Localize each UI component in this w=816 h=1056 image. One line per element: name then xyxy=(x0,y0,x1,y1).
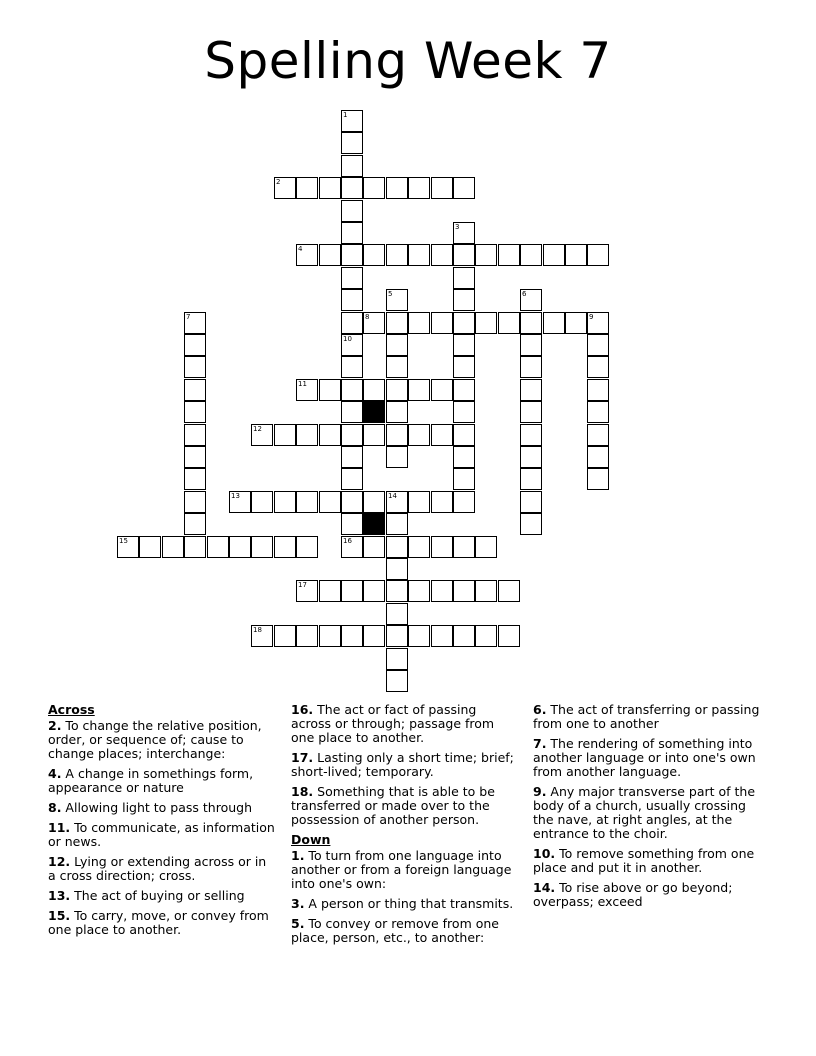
grid-cell[interactable] xyxy=(453,446,475,468)
clue-number: 16 xyxy=(343,537,352,545)
grid-cell[interactable] xyxy=(520,491,542,513)
grid-cell[interactable] xyxy=(274,625,296,647)
grid-cell[interactable] xyxy=(431,379,453,401)
grid-cell[interactable] xyxy=(386,670,408,692)
grid-cell[interactable] xyxy=(498,244,520,266)
grid-cell[interactable] xyxy=(453,468,475,490)
shaded-cell xyxy=(363,401,385,423)
grid-cell[interactable] xyxy=(431,625,453,647)
clues-column-3 xyxy=(533,703,761,915)
grid-cell[interactable] xyxy=(408,536,430,558)
grid-cell[interactable] xyxy=(319,491,341,513)
grid-cell[interactable] xyxy=(475,244,497,266)
grid-cell[interactable] xyxy=(386,558,408,580)
grid-cell[interactable] xyxy=(386,580,408,602)
grid-cell[interactable] xyxy=(341,356,363,378)
clue-number: 2 xyxy=(276,178,281,186)
grid-cell[interactable] xyxy=(587,379,609,401)
grid-cell[interactable] xyxy=(341,110,363,132)
grid-cell[interactable] xyxy=(520,401,542,423)
grid-cell[interactable] xyxy=(341,491,363,513)
grid-cell[interactable] xyxy=(184,536,206,558)
grid-cell[interactable] xyxy=(341,446,363,468)
clue-item-number: 16. xyxy=(291,702,314,717)
clue-item xyxy=(291,897,519,911)
grid-cell[interactable] xyxy=(296,625,318,647)
grid-cell[interactable] xyxy=(453,401,475,423)
grid-cell[interactable] xyxy=(296,491,318,513)
grid-cell[interactable] xyxy=(587,334,609,356)
grid-cell[interactable] xyxy=(363,580,385,602)
grid-cell[interactable] xyxy=(296,177,318,199)
grid-cell[interactable] xyxy=(363,536,385,558)
grid-cell[interactable] xyxy=(453,536,475,558)
grid-cell[interactable] xyxy=(587,424,609,446)
grid-cell[interactable] xyxy=(184,312,206,334)
shaded-cell xyxy=(363,513,385,535)
clues-column-2 xyxy=(291,703,519,951)
grid-cell[interactable] xyxy=(386,446,408,468)
clue-item-text: Something that is able to be transferred or made over to the possession of another person. xyxy=(291,784,495,827)
clue-number: 3 xyxy=(455,223,460,231)
grid-cell[interactable] xyxy=(341,289,363,311)
clue-item-text: The act of buying or selling xyxy=(70,888,245,903)
clue-item-text: To convey or remove from one place, person, etc., to another: xyxy=(291,916,499,945)
grid-cell[interactable] xyxy=(453,580,475,602)
grid-cell[interactable] xyxy=(498,580,520,602)
grid-cell[interactable] xyxy=(274,536,296,558)
clue-item-text: A change in somethings form, appearance or nature xyxy=(48,766,254,795)
grid-cell[interactable] xyxy=(453,334,475,356)
grid-cell[interactable] xyxy=(587,446,609,468)
grid-cell[interactable] xyxy=(341,401,363,423)
grid-cell[interactable] xyxy=(386,513,408,535)
grid-cell[interactable] xyxy=(341,312,363,334)
clue-number: 17 xyxy=(298,581,307,589)
grid-cell[interactable] xyxy=(520,513,542,535)
grid-cell[interactable] xyxy=(341,132,363,154)
grid-cell[interactable] xyxy=(274,424,296,446)
grid-cell[interactable] xyxy=(184,424,206,446)
grid-cell[interactable] xyxy=(453,267,475,289)
grid-cell[interactable] xyxy=(184,401,206,423)
grid-cell[interactable] xyxy=(408,312,430,334)
clue-item-number: 11. xyxy=(48,820,71,835)
grid-cell[interactable] xyxy=(386,401,408,423)
clue-item-text: Any major transverse part of the body of a church, usually crossing the nave, at right angles, at the entrance to the choir. xyxy=(533,784,756,841)
grid-cell[interactable] xyxy=(453,289,475,311)
clue-number: 13 xyxy=(231,492,240,500)
grid-cell[interactable] xyxy=(341,155,363,177)
grid-cell[interactable] xyxy=(453,491,475,513)
grid-cell[interactable] xyxy=(184,379,206,401)
clue-number: 4 xyxy=(298,245,303,253)
grid-cell[interactable] xyxy=(341,177,363,199)
clue-item xyxy=(291,849,519,891)
grid-cell[interactable] xyxy=(341,468,363,490)
clue-item-number: 4. xyxy=(48,766,62,781)
clue-item-number: 17. xyxy=(291,750,314,765)
grid-cell[interactable] xyxy=(520,424,542,446)
grid-cell[interactable] xyxy=(341,580,363,602)
grid-cell[interactable] xyxy=(386,289,408,311)
clue-number: 11 xyxy=(298,380,307,388)
clue-item-text: The rendering of something into another language or into one's own from another language. xyxy=(533,736,756,779)
grid-cell[interactable] xyxy=(319,625,341,647)
grid-cell[interactable] xyxy=(363,177,385,199)
clue-item xyxy=(48,821,276,849)
grid-cell[interactable] xyxy=(498,625,520,647)
grid-cell[interactable] xyxy=(319,177,341,199)
grid-cell[interactable] xyxy=(475,580,497,602)
grid-cell[interactable] xyxy=(117,536,139,558)
grid-cell[interactable] xyxy=(498,312,520,334)
clue-item xyxy=(533,737,761,779)
grid-cell[interactable] xyxy=(296,244,318,266)
grid-cell[interactable] xyxy=(453,625,475,647)
grid-cell[interactable] xyxy=(319,424,341,446)
grid-cell[interactable] xyxy=(207,536,229,558)
grid-cell[interactable] xyxy=(319,244,341,266)
clue-item-text: To remove something from one place and put it in another. xyxy=(533,846,755,875)
clue-item xyxy=(291,785,519,827)
grid-cell[interactable] xyxy=(363,491,385,513)
grid-cell[interactable] xyxy=(363,244,385,266)
clue-item xyxy=(48,767,276,795)
clue-item-number: 2. xyxy=(48,718,62,733)
clue-item-number: 9. xyxy=(533,784,547,799)
grid-cell[interactable] xyxy=(341,379,363,401)
clue-number: 7 xyxy=(186,313,191,321)
grid-cell[interactable] xyxy=(386,312,408,334)
clues-column-1 xyxy=(48,703,276,943)
grid-cell[interactable] xyxy=(520,356,542,378)
grid-cell[interactable] xyxy=(475,312,497,334)
clue-number: 6 xyxy=(522,290,527,298)
grid-cell[interactable] xyxy=(184,513,206,535)
grid-cell[interactable] xyxy=(341,424,363,446)
grid-cell[interactable] xyxy=(184,468,206,490)
clue-item xyxy=(533,703,761,731)
clue-number: 15 xyxy=(119,537,128,545)
grid-cell[interactable] xyxy=(386,356,408,378)
grid-cell[interactable] xyxy=(543,312,565,334)
grid-cell[interactable] xyxy=(274,177,296,199)
grid-cell[interactable] xyxy=(386,177,408,199)
grid-cell[interactable] xyxy=(565,312,587,334)
grid-cell[interactable] xyxy=(184,446,206,468)
grid-cell[interactable] xyxy=(386,244,408,266)
grid-cell[interactable] xyxy=(431,424,453,446)
across-heading: Across xyxy=(48,702,95,717)
clue-item-number: 7. xyxy=(533,736,547,751)
grid-cell[interactable] xyxy=(341,267,363,289)
grid-cell[interactable] xyxy=(587,401,609,423)
grid-cell[interactable] xyxy=(296,580,318,602)
clue-item xyxy=(48,855,276,883)
clue-item-text: To carry, move, or convey from one place to another. xyxy=(48,908,269,937)
clue-number: 5 xyxy=(388,290,393,298)
clue-number: 9 xyxy=(589,313,594,321)
grid-cell[interactable] xyxy=(184,356,206,378)
clue-item xyxy=(533,785,761,841)
grid-cell[interactable] xyxy=(341,513,363,535)
grid-cell[interactable] xyxy=(453,424,475,446)
grid-cell[interactable] xyxy=(475,536,497,558)
grid-cell[interactable] xyxy=(251,491,273,513)
grid-cell[interactable] xyxy=(274,491,296,513)
clue-item xyxy=(48,909,276,937)
clue-item xyxy=(291,751,519,779)
clue-item-text: A person or thing that transmits. xyxy=(304,896,514,911)
grid-cell[interactable] xyxy=(184,491,206,513)
grid-cell[interactable] xyxy=(453,379,475,401)
clue-item-number: 15. xyxy=(48,908,71,923)
grid-cell[interactable] xyxy=(162,536,184,558)
clue-item xyxy=(48,801,276,815)
clue-item xyxy=(48,889,276,903)
clue-item-text: To rise above or go beyond; overpass; exceed xyxy=(533,880,733,909)
grid-cell[interactable] xyxy=(251,536,273,558)
clue-item xyxy=(291,917,519,945)
grid-cell[interactable] xyxy=(341,334,363,356)
grid-cell[interactable] xyxy=(408,625,430,647)
clue-item xyxy=(291,703,519,745)
grid-cell[interactable] xyxy=(341,222,363,244)
grid-cell[interactable] xyxy=(453,356,475,378)
grid-cell[interactable] xyxy=(363,379,385,401)
clue-item-text: The act of transferring or passing from one to another xyxy=(533,702,760,731)
grid-cell[interactable] xyxy=(520,289,542,311)
grid-cell[interactable] xyxy=(184,334,206,356)
clue-item-text: The act or fact of passing across or through; passage from one place to another. xyxy=(291,702,495,745)
clue-item-text: To turn from one language into another or from a foreign language into one's own: xyxy=(291,848,512,891)
clue-number: 12 xyxy=(253,425,262,433)
grid-cell[interactable] xyxy=(386,603,408,625)
down-heading: Down xyxy=(291,832,331,847)
clue-item-number: 12. xyxy=(48,854,71,869)
grid-cell[interactable] xyxy=(431,312,453,334)
grid-cell[interactable] xyxy=(587,312,609,334)
clue-item-text: To communicate, as information or news. xyxy=(48,820,275,849)
grid-cell[interactable] xyxy=(386,491,408,513)
clue-item-number: 3. xyxy=(291,896,305,911)
clue-item-number: 18. xyxy=(291,784,314,799)
grid-cell[interactable] xyxy=(408,379,430,401)
grid-cell[interactable] xyxy=(408,424,430,446)
clue-item xyxy=(533,847,761,875)
clue-item-number: 13. xyxy=(48,888,71,903)
grid-cell[interactable] xyxy=(386,424,408,446)
grid-cell[interactable] xyxy=(363,424,385,446)
grid-cell[interactable] xyxy=(363,312,385,334)
grid-cell[interactable] xyxy=(341,536,363,558)
clue-item-text: Lasting only a short time; brief; short-lived; temporary. xyxy=(291,750,514,779)
grid-cell[interactable] xyxy=(431,177,453,199)
grid-cell[interactable] xyxy=(565,244,587,266)
grid-cell[interactable] xyxy=(341,200,363,222)
grid-cell[interactable] xyxy=(431,491,453,513)
grid-cell[interactable] xyxy=(520,312,542,334)
grid-cell[interactable] xyxy=(386,625,408,647)
clue-item-number: 1. xyxy=(291,848,305,863)
clue-item-text: Lying or extending across or in a cross direction; cross. xyxy=(48,854,267,883)
grid-cell[interactable] xyxy=(229,491,251,513)
grid-cell[interactable] xyxy=(453,222,475,244)
grid-cell[interactable] xyxy=(587,356,609,378)
grid-cell[interactable] xyxy=(408,244,430,266)
grid-cell[interactable] xyxy=(386,648,408,670)
clue-item-number: 10. xyxy=(533,846,556,861)
grid-cell[interactable] xyxy=(520,446,542,468)
clue-number: 18 xyxy=(253,626,262,634)
clue-item-text: To change the relative position, order, or sequence of; cause to change places; interchange: xyxy=(48,718,262,761)
grid-cell[interactable] xyxy=(408,580,430,602)
grid-cell[interactable] xyxy=(139,536,161,558)
clue-item xyxy=(48,719,276,761)
grid-cell[interactable] xyxy=(587,244,609,266)
grid-cell[interactable] xyxy=(296,379,318,401)
clue-item-number: 14. xyxy=(533,880,556,895)
grid-cell[interactable] xyxy=(587,468,609,490)
grid-cell[interactable] xyxy=(296,536,318,558)
grid-cell[interactable] xyxy=(319,580,341,602)
clue-item-text: Allowing light to pass through xyxy=(61,800,253,815)
grid-cell[interactable] xyxy=(363,625,385,647)
grid-cell[interactable] xyxy=(386,536,408,558)
clue-number: 10 xyxy=(343,335,352,343)
grid-cell[interactable] xyxy=(520,244,542,266)
grid-cell[interactable] xyxy=(475,625,497,647)
page-title: Spelling Week 7 xyxy=(204,32,612,90)
grid-cell[interactable] xyxy=(408,491,430,513)
clue-item-number: 8. xyxy=(48,800,62,815)
grid-cell[interactable] xyxy=(296,424,318,446)
grid-cell[interactable] xyxy=(453,244,475,266)
grid-cell[interactable] xyxy=(520,379,542,401)
grid-cell[interactable] xyxy=(386,379,408,401)
grid-cell[interactable] xyxy=(453,177,475,199)
grid-cell[interactable] xyxy=(251,424,273,446)
grid-cell[interactable] xyxy=(543,244,565,266)
grid-cell[interactable] xyxy=(341,625,363,647)
grid-cell[interactable] xyxy=(520,468,542,490)
grid-cell[interactable] xyxy=(319,379,341,401)
grid-cell[interactable] xyxy=(431,580,453,602)
grid-cell[interactable] xyxy=(386,334,408,356)
grid-cell[interactable] xyxy=(431,536,453,558)
clue-number: 14 xyxy=(388,492,397,500)
clue-number: 8 xyxy=(365,313,370,321)
grid-cell[interactable] xyxy=(408,177,430,199)
grid-cell[interactable] xyxy=(251,625,273,647)
grid-cell[interactable] xyxy=(431,244,453,266)
clue-item xyxy=(533,881,761,909)
clue-item-number: 5. xyxy=(291,916,305,931)
grid-cell[interactable] xyxy=(453,312,475,334)
grid-cell[interactable] xyxy=(520,334,542,356)
grid-cell[interactable] xyxy=(341,244,363,266)
clue-item-number: 6. xyxy=(533,702,547,717)
grid-cell[interactable] xyxy=(229,536,251,558)
clue-number: 1 xyxy=(343,111,348,119)
